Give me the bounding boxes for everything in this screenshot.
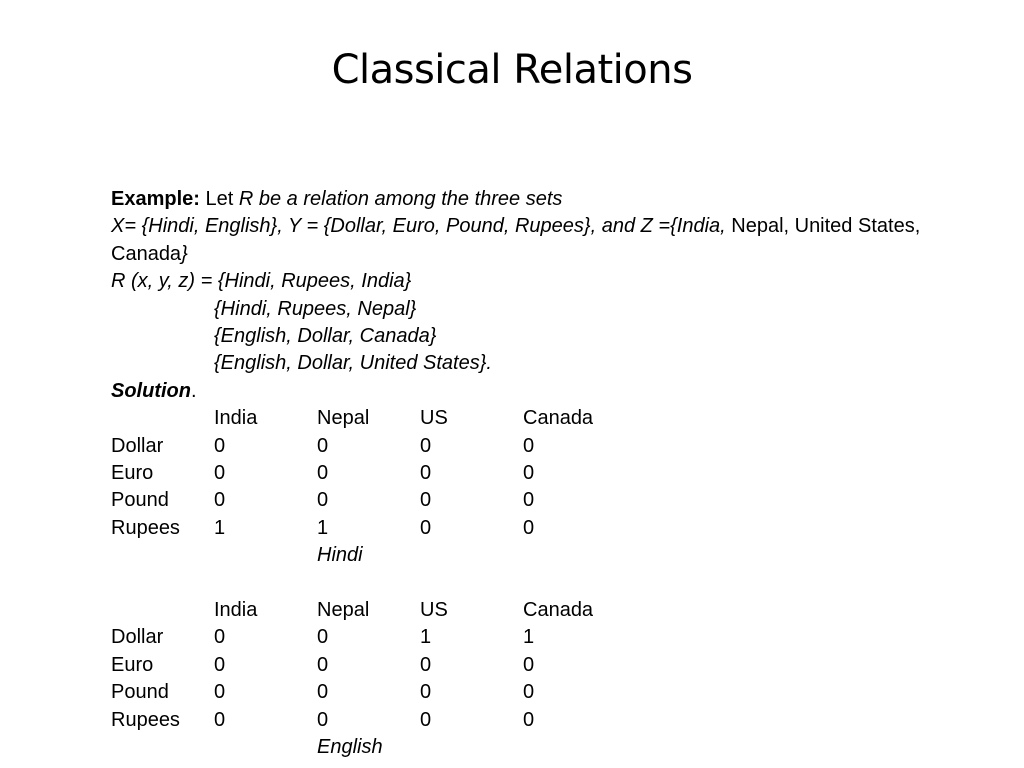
column-header: Canada (523, 407, 594, 430)
table-cell: 0 (317, 626, 329, 649)
slide-body (111, 186, 971, 761)
column-header: India (214, 407, 258, 430)
table-header-row (111, 405, 623, 432)
row-label: Pound (111, 681, 169, 704)
column-header: US (420, 407, 448, 430)
relation-table-hindi (111, 405, 623, 569)
table-cell: 0 (523, 681, 535, 704)
row-label: Pound (111, 489, 169, 512)
table-cell: 0 (420, 653, 432, 676)
sets-close: } (181, 242, 188, 265)
sets-definition (111, 213, 971, 268)
table-row (111, 487, 623, 514)
column-header: Nepal (317, 598, 370, 621)
relation-tuple: {English, Dollar, United States}. (214, 352, 492, 375)
table-cell: 0 (420, 434, 432, 457)
table-cell: 0 (523, 461, 535, 484)
table-cell: 0 (420, 489, 432, 512)
table-cell: 0 (523, 489, 535, 512)
corner-cell (111, 405, 214, 432)
table-row (111, 679, 623, 706)
example-intro: R be a relation among the three sets (238, 188, 563, 210)
row-label: Euro (111, 461, 154, 484)
sets-italic: X= {Hindi, English}, Y = {Dollar, Euro, Pound, Rupees}, and Z ={India, (111, 215, 726, 238)
relation-tuple: {Hindi, Rupees, Nepal} (214, 297, 417, 320)
example-let: Let (205, 188, 234, 210)
table-cell: 0 (420, 516, 432, 539)
solution-label: Solution (111, 379, 191, 402)
table-cell: 0 (317, 681, 329, 704)
table-cell: 0 (523, 516, 535, 539)
table-cell: 1 (523, 626, 535, 649)
column-header: Nepal (317, 407, 370, 430)
table-cell: 0 (214, 653, 226, 676)
table-cell: 0 (317, 434, 329, 457)
table-cell: 0 (523, 708, 535, 731)
table-cell: 0 (523, 653, 535, 676)
table-cell: 1 (317, 516, 329, 539)
table-row (111, 460, 623, 487)
table-cell: 0 (214, 708, 226, 731)
relation-head: R (x, y, z) = {Hindi, Rupees, India} (111, 270, 412, 293)
table-cell: 0 (523, 434, 535, 457)
table-caption: Hindi (317, 544, 363, 567)
solution-period: . (190, 379, 197, 402)
table-cell: 0 (214, 489, 226, 512)
table-row (111, 707, 623, 734)
row-label: Dollar (111, 626, 164, 649)
table-row (111, 515, 623, 542)
slide-title: Classical Relations (331, 47, 693, 93)
table-cell: 0 (317, 461, 329, 484)
table-cell: 0 (317, 708, 329, 731)
table-cell: 1 (214, 516, 226, 539)
table-cell: 0 (317, 653, 329, 676)
row-label: Rupees (111, 708, 180, 731)
column-header: US (420, 598, 448, 621)
table-caption-row (111, 542, 623, 569)
corner-cell (111, 597, 214, 624)
relation-table-english (111, 597, 623, 761)
table-cell: 0 (317, 489, 329, 512)
spacer (111, 570, 971, 597)
table-caption-row (111, 734, 623, 761)
table-cell: 0 (420, 708, 432, 731)
sets-rest: Nepal, United States, Canada (111, 215, 921, 265)
column-header: Canada (523, 598, 594, 621)
table-cell: 1 (420, 626, 432, 649)
solution-line (111, 378, 971, 405)
example-line (111, 186, 971, 213)
row-label: Euro (111, 653, 154, 676)
row-label: Dollar (111, 434, 164, 457)
table-row (111, 624, 623, 651)
table-cell: 0 (420, 681, 432, 704)
table-header-row (111, 597, 623, 624)
relation-tuple: {English, Dollar, Canada} (214, 324, 437, 347)
table-cell: 0 (214, 434, 226, 457)
example-label: Example: (111, 188, 200, 210)
table-cell: 0 (214, 461, 226, 484)
table-cell: 0 (214, 626, 226, 649)
table-cell: 0 (214, 681, 226, 704)
table-row (111, 652, 623, 679)
table-caption: English (317, 736, 383, 759)
row-label: Rupees (111, 516, 180, 539)
table-cell: 0 (420, 461, 432, 484)
column-header: India (214, 598, 258, 621)
table-row (111, 433, 623, 460)
